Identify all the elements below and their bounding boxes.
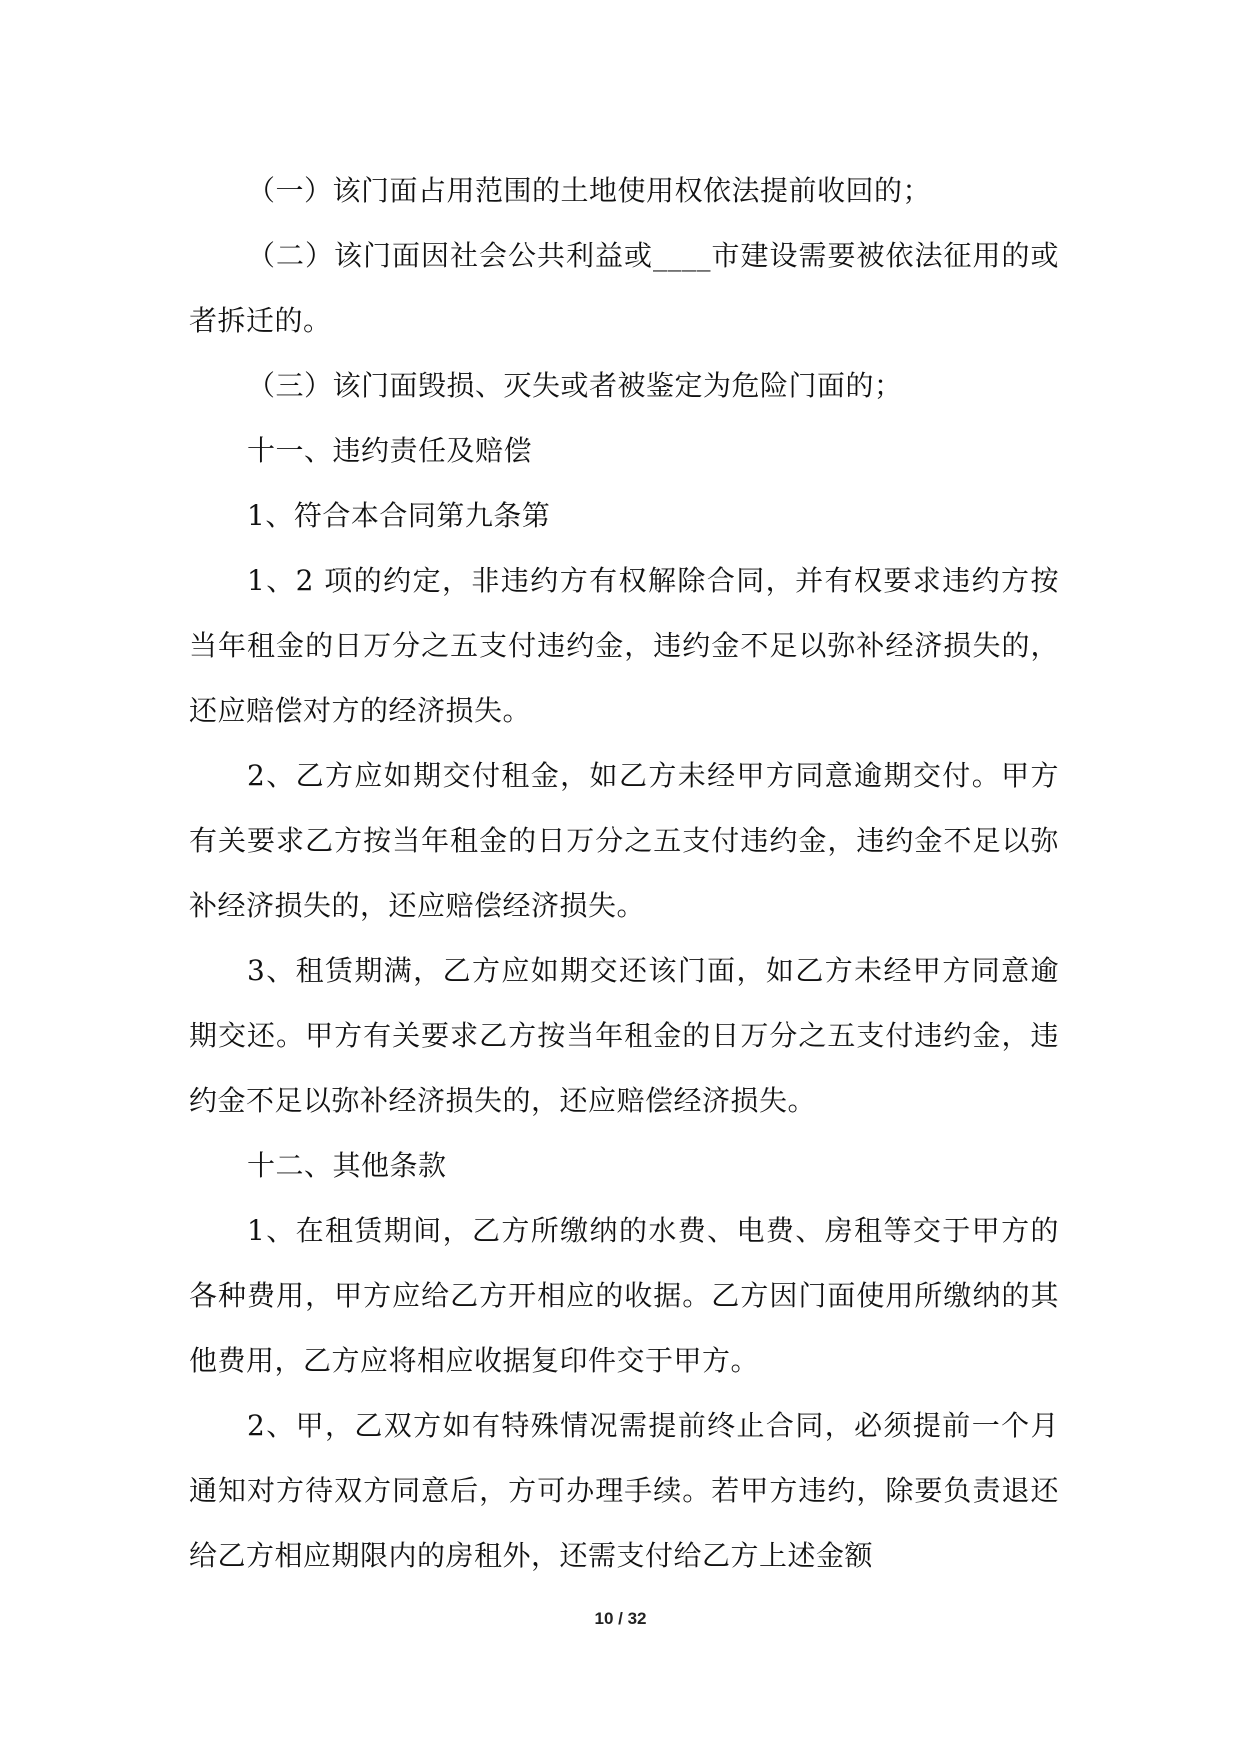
section-heading-12: 十二、其他条款 (247, 1149, 447, 1182)
document-body (189, 158, 1059, 1588)
paragraph-clause-11-1-lead: 1、符合本合同第九条第 (247, 499, 551, 532)
paragraph-clause-10-1: （一）该门面占用范围的土地使用权依法提前收回的； (247, 174, 932, 207)
section-heading-11: 十一、违约责任及赔偿 (247, 434, 533, 467)
paragraph-clause-10-2: （二）该门面因社会公共利益或____市建设需要被依法征用的或者拆迁的。 (189, 239, 1059, 337)
paragraph-clause-10-3: （三）该门面毁损、灭失或者被鉴定为危险门面的； (247, 369, 903, 402)
paragraph-clause-11-2: 2、乙方应如期交付租金，如乙方未经甲方同意逾期交付。甲方有关要求乙方按当年租金的日万分之五支付违约金，违约金不足以弥补经济损失的，还应赔偿经济损失。 (189, 759, 1059, 922)
page-number: 10 / 32 (594, 1609, 647, 1628)
paragraph-clause-11-1: 1、2 项的约定，非违约方有权解除合同，并有权要求违约方按当年租金的日万分之五支付违约金，违约金不足以弥补经济损失的，还应赔偿对方的经济损失。 (189, 564, 1059, 727)
paragraph-clause-12-1: 1、在租赁期间，乙方所缴纳的水费、电费、房租等交于甲方的各种费用，甲方应给乙方开相应的收据。乙方因门面使用所缴纳的其他费用，乙方应将相应收据复印件交于甲方。 (189, 1214, 1059, 1377)
paragraph-clause-12-2: 2、甲，乙双方如有特殊情况需提前终止合同，必须提前一个月通知对方待双方同意后，方可办理手续。若甲方违约，除要负责退还给乙方相应期限内的房租外，还需支付给乙方上述金额 (189, 1409, 1059, 1572)
paragraph-clause-11-3: 3、租赁期满，乙方应如期交还该门面，如乙方未经甲方同意逾期交还。甲方有关要求乙方按当年租金的日万分之五支付违约金，违约金不足以弥补经济损失的，还应赔偿经济损失。 (189, 954, 1059, 1117)
